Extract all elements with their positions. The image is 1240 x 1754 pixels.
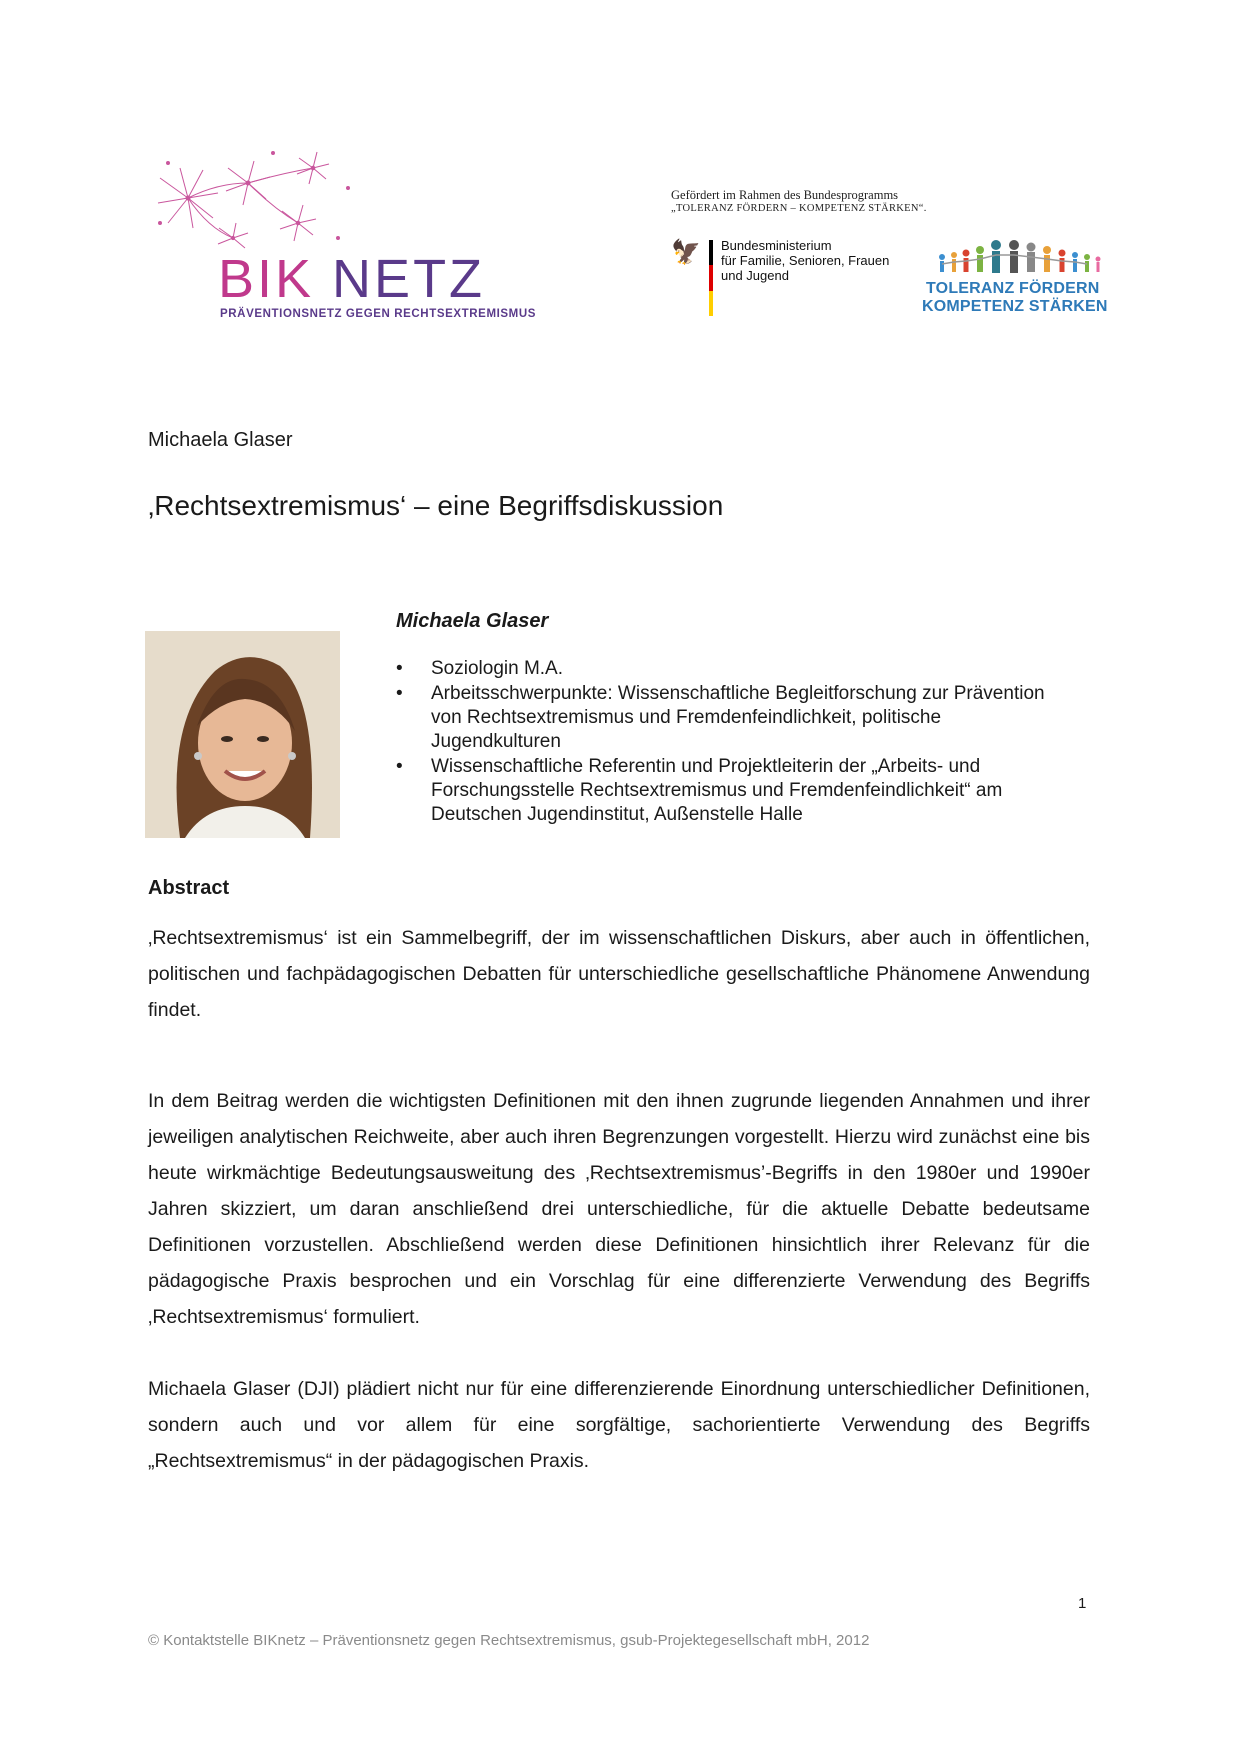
- page-number: 1: [1078, 1595, 1087, 1612]
- people-figures-icon: [934, 240, 1109, 278]
- bio-name: Michaela Glaser: [396, 610, 549, 632]
- ministry-name: Bundesministerium für Familie, Senioren, Frauen und Jugend: [721, 238, 890, 283]
- page-title: ‚Rechtsextremismus‘ – eine Begriffsdiskussion: [148, 490, 724, 521]
- abstract-paragraph-2: In dem Beitrag werden die wichtigsten Definitionen mit den ihnen zugrunde liegenden Annahmen und ihrer jeweiligen analytischen Reichweite, aber auch ihren Begrenzungen vorgestellt. Hierzu wird zunächst eine bis heute wirkmächtige Bedeutungsausweitung des ‚Rechtsextremismus’-Begriffs in den 1980er und 1990er Jahren skizziert, um daran anschließend drei unterschiedliche, für die aktuelle Debatte bedeutsame Definitionen vorzustellen. Abschließend werden diese Definitionen hinsichtlich ihrer Relevanz für die pädagogische Praxis besprochen und ein Vorschlag für eine differenzierte Verwendung des Begriffs ‚Rechtsextremismus‘ formuliert.: [148, 1090, 1090, 1328]
- list-item: • Soziologin M.A.: [396, 658, 564, 679]
- footer-copyright: © Kontaktstelle BIKnetz – Präventionsnetz gegen Rechtsextremismus, gsub-Projektegesellschaft mbH, 2012: [148, 1632, 870, 1649]
- author-portrait: [145, 631, 340, 838]
- program-title-line-1: TOLERANZ FÖRDERN: [926, 280, 1100, 297]
- biknetz-wordmark: BIK NETZ: [218, 249, 486, 309]
- abstract-paragraph-3: Michaela Glaser (DJI) plädiert nicht nur für eine differenzierende Einordnung unterschiedlicher Definitionen, sondern auch und vor allem für eine sorgfältige, sachorientierte Verwendung des Begriffs „Rechtsextremismus“ in der pädagogischen Praxis.: [148, 1378, 1090, 1472]
- funding-logos: [671, 188, 1121, 328]
- abstract-paragraph-1: ‚Rechtsextremismus‘ ist ein Sammelbegriff, der im wissenschaftlichen Diskurs, aber auch in öffentlichen, politischen und fachpädagogischen Debatten für unterschiedliche gesellschaftliche Phänomene Anwendung findet.: [148, 927, 1090, 1021]
- biknetz-logo: [148, 143, 568, 328]
- author-name: Michaela Glaser: [148, 429, 293, 451]
- bullet-icon: •: [396, 658, 403, 679]
- list-item: • Arbeitsschwerpunkte: Wissenschaftliche Begleitforschung zur Prävention von Rechtsextremismus und Fremdenfeindlichkeit, politische Jugendkulturen: [396, 683, 1045, 752]
- bullet-icon: •: [396, 756, 403, 777]
- program-title-line-2: KOMPETENZ STÄRKEN: [922, 298, 1108, 315]
- dandelion-network-icon: [148, 143, 408, 263]
- federal-eagle-icon: 🦅: [671, 239, 701, 266]
- portrait-illustration: [145, 631, 340, 838]
- bullet-icon: •: [396, 683, 403, 704]
- abstract-heading: Abstract: [148, 877, 230, 899]
- bmfsfj-logo: [671, 238, 901, 318]
- bio-list: [396, 657, 1076, 828]
- list-item: • Wissenschaftliche Referentin und Projektleiterin der „Arbeits- und Forschungsstelle Rechtsextremismus und Fremdenfeindlichkeit“ am Deutschen Jugendinstitut, Außenstelle Halle: [396, 756, 1003, 825]
- biknetz-tagline: PRÄVENTIONSNETZ GEGEN RECHTSEXTREMISMUS: [220, 308, 537, 320]
- german-flag-bar: [709, 240, 713, 316]
- funding-line-2: „TOLERANZ FÖRDERN – KOMPETENZ STÄRKEN“.: [671, 203, 927, 214]
- funding-line-1: Gefördert im Rahmen des Bundesprogramms: [671, 188, 899, 202]
- toleranz-logo: [922, 240, 1122, 320]
